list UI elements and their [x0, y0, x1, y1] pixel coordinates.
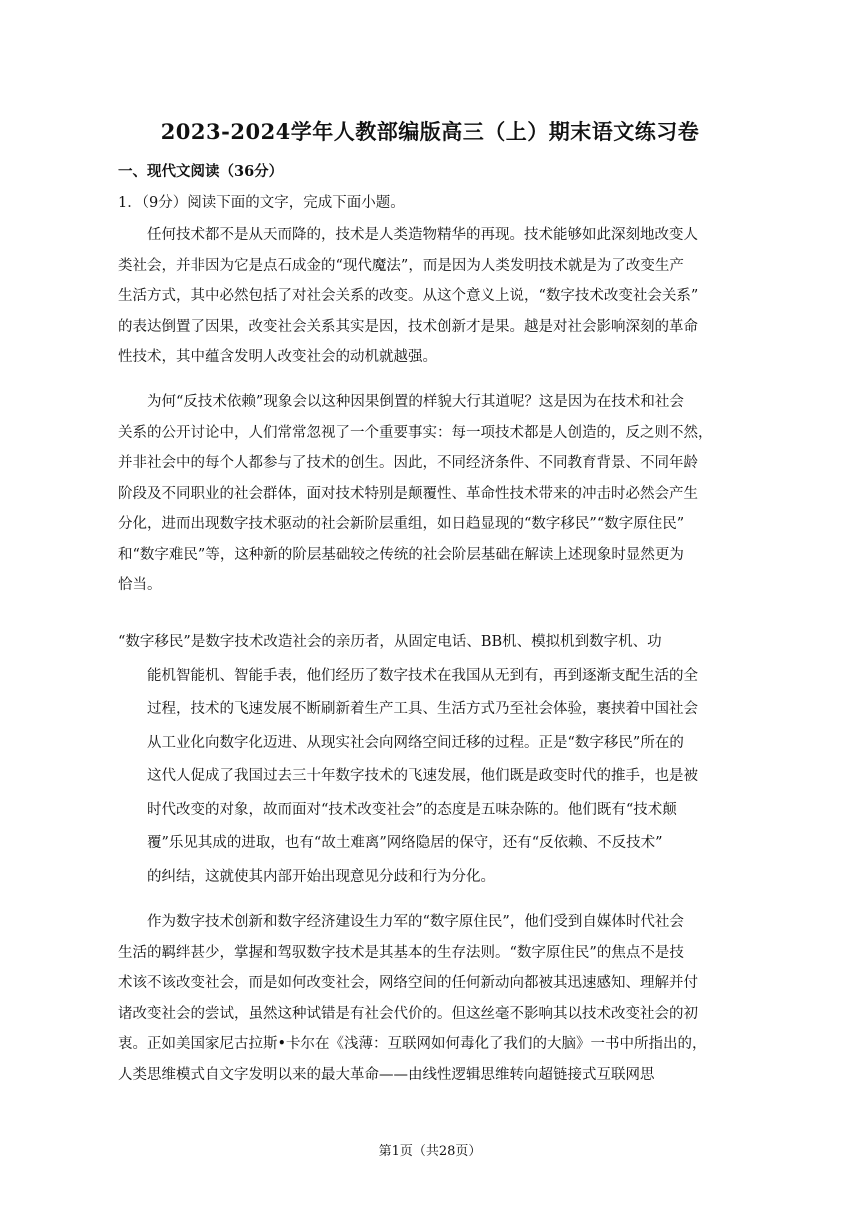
paragraph-line: 能机智能机、智能手表，他们经历了数字技术在我国从无到有，再到逐渐支配生活的全 — [147, 667, 698, 684]
paragraph-line: 过程，技术的飞速发展不断刷新着生产工具、生活方式乃至社会体验，裹挟着中国社会 — [147, 701, 698, 717]
page-footer: 第1页（共28页） — [378, 1144, 482, 1159]
paragraph-line: 的表达倒置了因果，改变社会关系其实是因，技术创新才是果。越是对社会影响深刻的革命 — [118, 318, 698, 335]
paragraph-3 — [118, 626, 735, 894]
paragraph-line: 的纠结，这就使其内部开始出现意见分歧和行为分化。 — [147, 868, 495, 885]
document-title: 2023-2024学年人教部编版高三（上）期末语文练习卷 — [160, 119, 700, 144]
question-intro: 1．（9分）阅读下面的文字，完成下面小题。 — [118, 195, 405, 211]
paragraph-line: 关系的公开讨论中，人们常常忽视了一个重要事实：每一项技术都是人创造的，反之则不然， — [118, 424, 713, 441]
paragraph-line: 分化，进而出现数字技术驱动的社会新阶层重组，如日趋显现的“数字移民”“数字原住民” — [118, 516, 685, 532]
paragraph-line: 阶段及不同职业的社会群体，面对技术特别是颠覆性、革命性技术带来的冲击时必然会产生 — [118, 485, 698, 502]
paragraph-line: 诸改变社会的尝试，虽然这种试错是有社会代价的。但这丝毫不影响其以技术改变社会的初 — [118, 1005, 698, 1022]
paragraph-line: 覆”乐见其成的进取，也有“故土难离”网络隐居的保守，还有“反依赖、不反技术” — [147, 835, 663, 851]
paragraph-line: 任何技术都不是从天而降的，技术是人类造物精华的再现。技术能够如此深刻地改变人 — [147, 227, 698, 243]
paragraph-line: 人类思维模式自文字发明以来的最大革命——由线性逻辑思维转向超链接式互联网思 — [118, 1066, 655, 1083]
paragraph-line: “数字移民”是数字技术改造社会的亲历者，从固定电话、BB机、模拟机到数字机、功 — [118, 634, 662, 650]
paragraph-line: 从工业化向数字化迈进、从现实社会向网络空间迁移的过程。正是“数字移民”所在的 — [147, 734, 684, 751]
paragraph-line: 性技术，其中蕴含发明人改变社会的动机就越强。 — [118, 349, 437, 365]
paragraph-line: 生活方式，其中必然包括了对社会关系的改变。从这个意义上说，“数字技术改变社会关系” — [118, 288, 699, 304]
paragraph-4 — [118, 907, 740, 1090]
paragraph-line: 衷。正如美国家尼古拉斯•卡尔在《浅薄：互联网如何毒化了我们的大脑》一书中所指出的， — [118, 1036, 707, 1052]
paragraph-line: 时代改变的对象，故而面对“技术改变社会”的态度是五味杂陈的。他们既有“技术颠 — [147, 801, 677, 818]
paragraph-line: 术该不该改变社会，而是如何改变社会，网络空间的任何新动向都被其迅速感知、理解并付 — [118, 975, 698, 991]
paragraph-line: 为何“反技术依赖”现象会以这种因果倒置的样貌大行其道呢？这是因为在技术和社会 — [147, 394, 684, 410]
paragraph-line: 作为数字技术创新和数字经济建设生力军的“数字原住民”，他们受到自媒体时代社会 — [147, 914, 684, 930]
paragraph-line: 这代人促成了我国过去三十年数字技术的飞速发展，他们既是政变时代的推手，也是被 — [147, 768, 698, 784]
paragraph-line: 生活的羁绊甚少，掌握和驾驭数字技术是其基本的生存法则。“数字原住民”的焦点不是技 — [118, 944, 684, 961]
paragraph-line: 并非社会中的每个人都参与了技术的创生。因此，不同经济条件、不同教育背景、不同年龄 — [118, 455, 698, 471]
section-heading: 一、现代文阅读（36分） — [118, 163, 284, 180]
paragraph-2 — [118, 387, 740, 601]
paragraph-1 — [118, 220, 740, 373]
paragraph-line: 类社会，并非因为它是点石成金的“现代魔法”，而是因为人类发明技术就是为了改变生产 — [118, 257, 684, 274]
paragraph-line: 恰当。 — [118, 577, 162, 593]
paragraph-line: 和“数字难民”等，这种新的阶层基础较之传统的社会阶层基础在解读上述现象时显然更为 — [118, 546, 684, 563]
